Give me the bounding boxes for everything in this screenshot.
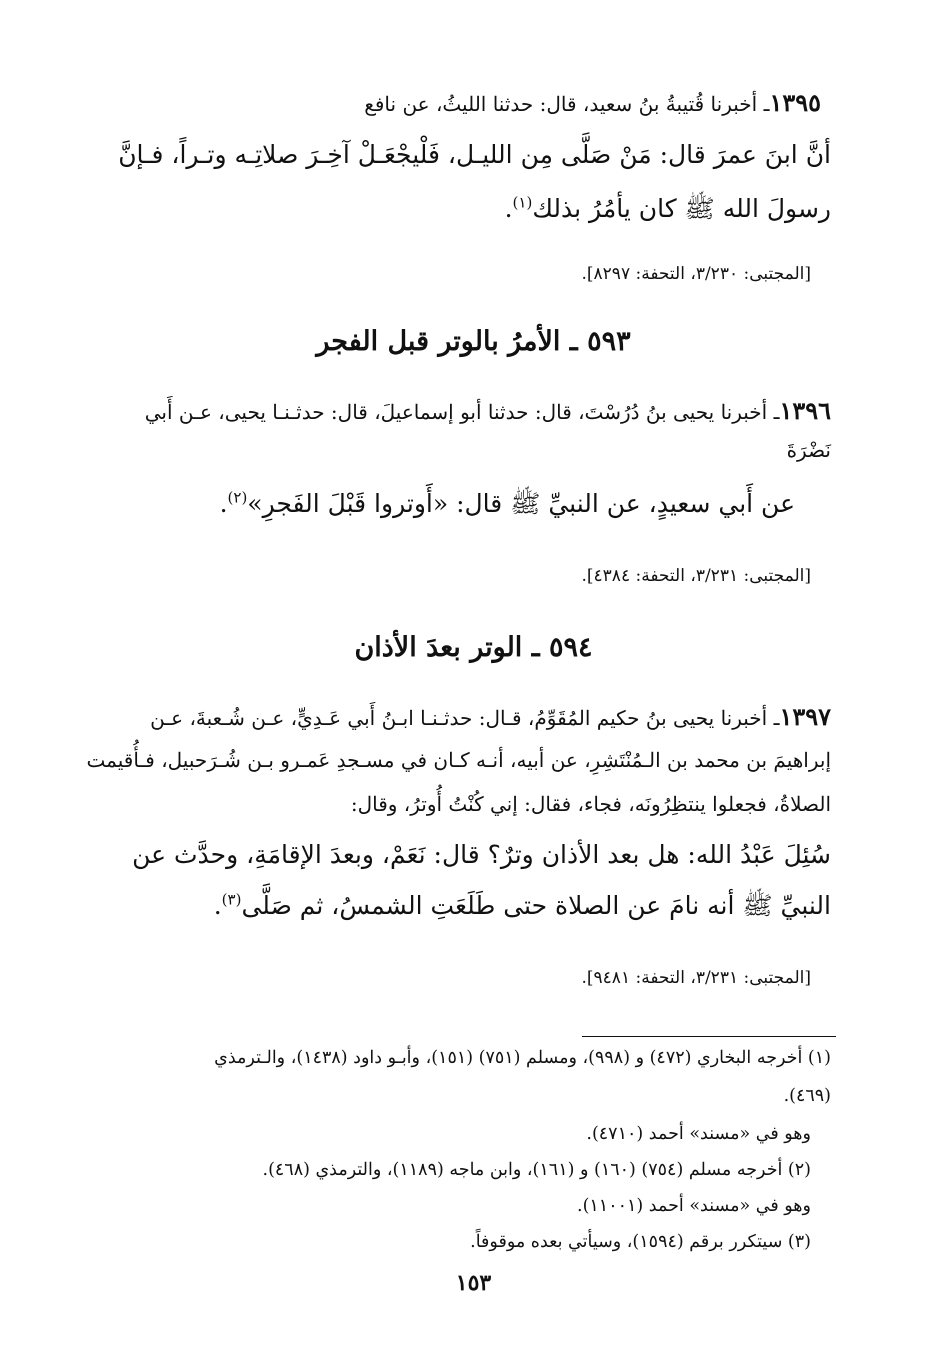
footnote-1-line1: (١) أخرجه البخاري (٤٧٢) و (٩٩٨)، ومسلم (٧٥١) (١٥١)، وأبـو داود (١٤٣٨)، والـترمذي <box>214 1048 831 1068</box>
footnote-marker: (٢) <box>227 488 248 507</box>
page-number: ١٥٣ <box>455 1270 492 1296</box>
hadith-number: ١٣٩٥ <box>769 88 821 117</box>
hadith-1395-chain: ١٣٩٥ـ أخبرنا قُتيبةُ بنُ سعيد، قال: حدثنا الليثُ، عن نافع <box>364 88 821 117</box>
footnote-3: (٣) سيتكرر برقم (١٥٩٤)، وسيأتي بعده موقوفاً. <box>470 1232 811 1252</box>
hadith-1395-reference: [المجتبى: ٣/٢٣٠، التحفة: ٨٢٩٧]. <box>581 264 811 284</box>
hadith-number: ١٣٩٦ <box>779 396 831 425</box>
hadith-number: ١٣٩٧ <box>779 702 831 731</box>
hadith-1395-text-line2: رسولَ الله ﷺ كان يأمُرُ بذلك$^{(١)}$. <box>504 193 831 223</box>
hadith-1396-text: عن أَبي سعيدٍ، عن النبيِّ ﷺ قال: «أَوتروا قَبْلَ الفَجرِ»$^{(٢)}$. <box>219 488 795 518</box>
footnote-1-line2: (٤٦٩). <box>783 1086 831 1106</box>
footnote-1-musnad: وهو في «مسند» أحمد (٤٧١٠). <box>586 1124 811 1144</box>
footnote-marker: (٣) <box>221 890 242 909</box>
hadith-1395-text-line1: أنَّ ابنَ عمرَ قال: مَنْ صَلَّى مِن الليـل، فَلْيجْعَـلْ آخِـرَ صلاتِـه وتـراً، فـإنَّ <box>118 140 831 169</box>
section-heading-594: ٥٩٤ ـ الوتر بعدَ الأذان <box>354 632 593 663</box>
hadith-1397-text-line1: سُئِلَ عَبْدُ الله: هل بعد الأذان وترٌ؟ قال: نَعَمْ، وبعدَ الإقامَةِ، وحدَّث عن <box>132 840 831 869</box>
hadith-1397-reference: [المجتبى: ٣/٢٣١، التحفة: ٩٤٨١]. <box>581 968 811 988</box>
hadith-1397-text-line2: النبيِّ ﷺ أنه نامَ عن الصلاة حتى طَلَعَتِ الشمسُ، ثم صَلَّى$^{(٣)}$. <box>213 890 831 920</box>
footnote-marker: (١) <box>512 193 533 212</box>
hadith-1396-reference: [المجتبى: ٣/٢٣١، التحفة: ٤٣٨٤]. <box>581 566 811 586</box>
hadith-1396-chain-line2: نَضْرَةَ <box>786 438 831 462</box>
hadith-1396-chain-line1: ١٣٩٦ـ أخبرنا يحيى بنُ دُرُسْتَ، قال: حدثنا أبو إسماعيلَ، قال: حدثـنـا يحيى، عـن أَبي <box>144 396 831 425</box>
hadith-1397-chain-line2: إبراهيمَ بن محمد بن الـمُنْتَشِرِ، عن أبيه، أنـه كـان في مسـجدِ عَمـرو بـن شُـرَحبيل، فـأُقيمت <box>86 748 831 772</box>
hadith-1397-chain-line1: ١٣٩٧ـ أخبرنا يحيى بنُ حكيم المُقَوِّمُ، قـال: حدثـنـا ابـنُ أَبي عَـدِيٍّ، عـن شُـعبةَ، عـن <box>150 702 831 731</box>
footnote-2-musnad: وهو في «مسند» أحمد (١١٠٠١). <box>577 1196 811 1216</box>
footnote-separator <box>582 1036 836 1037</box>
section-heading-593: ٥٩٣ ـ الأمرُ بالوتر قبل الفجر <box>316 326 631 357</box>
hadith-1397-chain-line3: الصلاةُ، فجعلوا ينتظِرُونَه، فجاء، فقال: إني كُنْتُ أُوترُ، وقال: <box>350 792 831 816</box>
footnote-2: (٢) أخرجه مسلم (٧٥٤) (١٦٠) و (١٦١)، وابن ماجه (١١٨٩)، والترمذي (٤٦٨). <box>262 1160 811 1180</box>
